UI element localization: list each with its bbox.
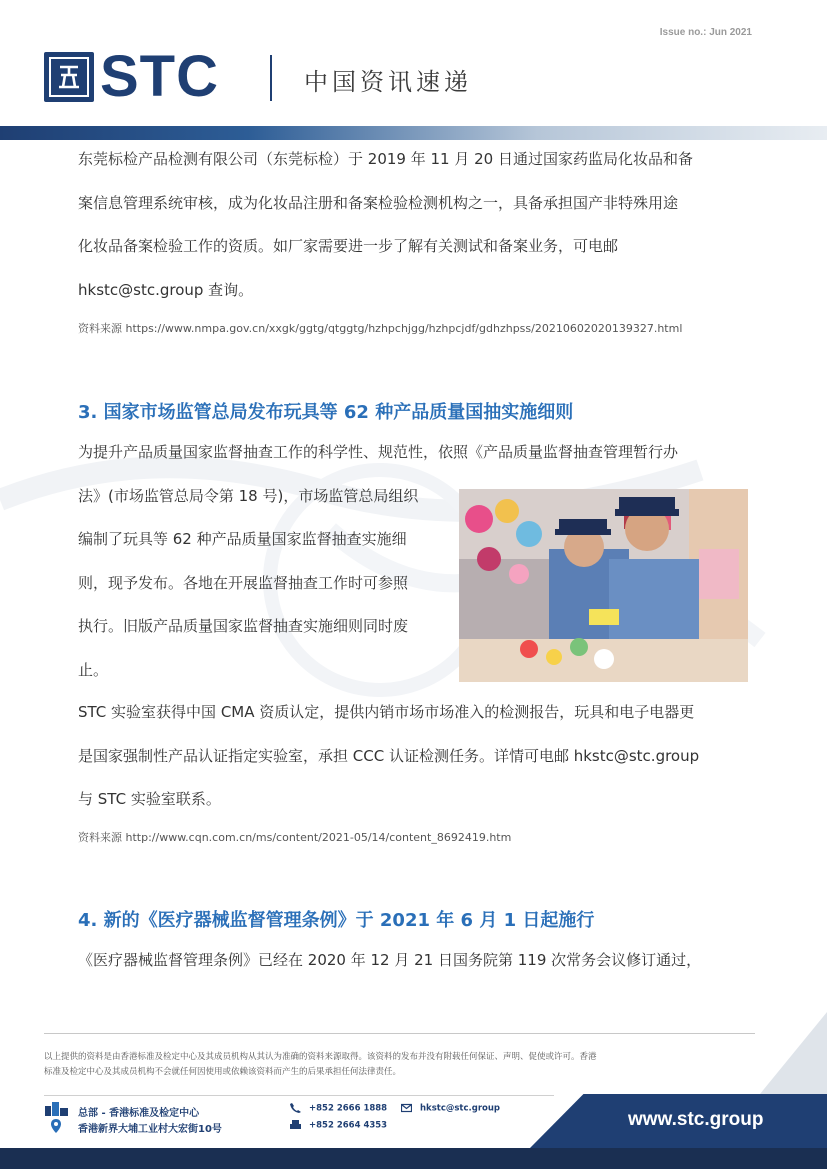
phone-contact [290, 1103, 387, 1114]
disclaimer-line: 以上提供的资料是由香港标准及检定中心及其成员机构从其认为准确的资料来源取得。该资料的发布并没有附载任何保证、声明、促使或许可。香港 [44, 1052, 597, 1062]
section4-paragraph [78, 939, 748, 983]
section3-paragraph-2 [78, 691, 748, 822]
fax-contact [290, 1120, 387, 1131]
address: 香港新界大埔工业村大宏街10号 [78, 1124, 222, 1135]
website-link[interactable]: www.stc.group [628, 1109, 764, 1130]
text-line: 化妆品备案检验工作的资质。如厂家需要进一步了解有关测试和备案业务，可电邮 [78, 237, 619, 255]
text-line: 法》(市场监管总局令第 18 号)，市场监管总局组织 [78, 486, 419, 505]
text-line: 是国家强制性产品认证指定实验室，承担 CCC 认证检测任务。详情可电邮 hkstc@stc.group [78, 746, 700, 765]
text-line: 与 STC 实验室联系。 [78, 790, 221, 808]
stc-logo-icon [44, 52, 94, 102]
text-line: STC 实验室获得中国 CMA 资质认定，提供内销市场市场准入的检测报告，玩具和电子电器更 [78, 703, 695, 721]
disclaimer [44, 1050, 744, 1080]
text-line: 则，现予发布。各地在开展监督抽查工作时可参照 [78, 573, 409, 592]
section4-heading: 4. 新的《医疗器械监督管理条例》于 2021 年 6 月 1 日起施行 [78, 910, 595, 931]
email-icon [401, 1103, 412, 1113]
footer-band [0, 1148, 827, 1169]
header-divider [270, 55, 272, 101]
email-contact [401, 1103, 500, 1114]
source-link[interactable]: 资料来源 https://www.nmpa.gov.cn/xxgk/ggtg/qtggtg/hzhpchjgg/hzhpcjdf/gdhzhpss/20210602020139327.html [78, 322, 683, 335]
text-line: 止。 [78, 660, 109, 679]
text-line: 东莞标检产品检测有限公司（东莞标检）于 2019 年 11 月 20 日通过国家药监局化妆品和备 [78, 150, 693, 168]
fax-number: +852 2664 4353 [309, 1120, 388, 1131]
stc-logo-text: STC [100, 44, 219, 109]
newsletter-title: 中国资讯速递 [304, 68, 472, 96]
location-pin-icon [51, 1119, 61, 1133]
toy-inspection-photo [459, 489, 748, 682]
fax-icon [290, 1120, 301, 1130]
text-line: 编制了玩具等 62 种产品质量国家监督抽查实施细 [78, 530, 407, 548]
source-link[interactable]: 资料来源 http://www.cqn.com.cn/ms/content/2021-05/14/content_8692419.htm [78, 831, 512, 844]
disclaimer-line: 标准及检定中心及其成员机构不会就任何因使用或依赖该资料而产生的后果承担任何法律责任。 [44, 1067, 402, 1077]
section3-heading: 3. 国家市场监管总局发布玩具等 62 种产品质量国抽实施细则 [78, 402, 574, 423]
phone-icon [290, 1103, 301, 1113]
text-line: 为提升产品质量国家监督抽查工作的科学性、规范性，依照《产品质量监督抽查管理暂行办 [78, 443, 679, 461]
text-line: 《医疗器械监督管理条例》已经在 2020 年 12 月 21 日国务院第 119 次常务会议修订通过， [78, 951, 702, 969]
phone-number[interactable]: +852 2666 1888 [309, 1103, 388, 1114]
text-line: 执行。旧版产品质量国家监督抽查实施细则同时废 [78, 617, 409, 635]
email-address[interactable]: hkstc@stc.group [420, 1103, 501, 1114]
building-icon [44, 1102, 70, 1116]
footer-divider [44, 1033, 755, 1034]
footer-contact-divider [44, 1095, 554, 1096]
text-line: 案信息管理系统审核，成为化妆品注册和备案检验检测机构之一，具备承担国产非特殊用途 [78, 193, 679, 212]
headquarters-label: 总部 - 香港标准及检定中心 [78, 1108, 200, 1119]
footer-corner-decoration [760, 1012, 827, 1094]
issue-number: Issue no.: Jun 2021 [659, 27, 752, 38]
text-line: hkstc@stc.group 查询。 [78, 280, 254, 299]
section2-paragraph [78, 138, 748, 312]
